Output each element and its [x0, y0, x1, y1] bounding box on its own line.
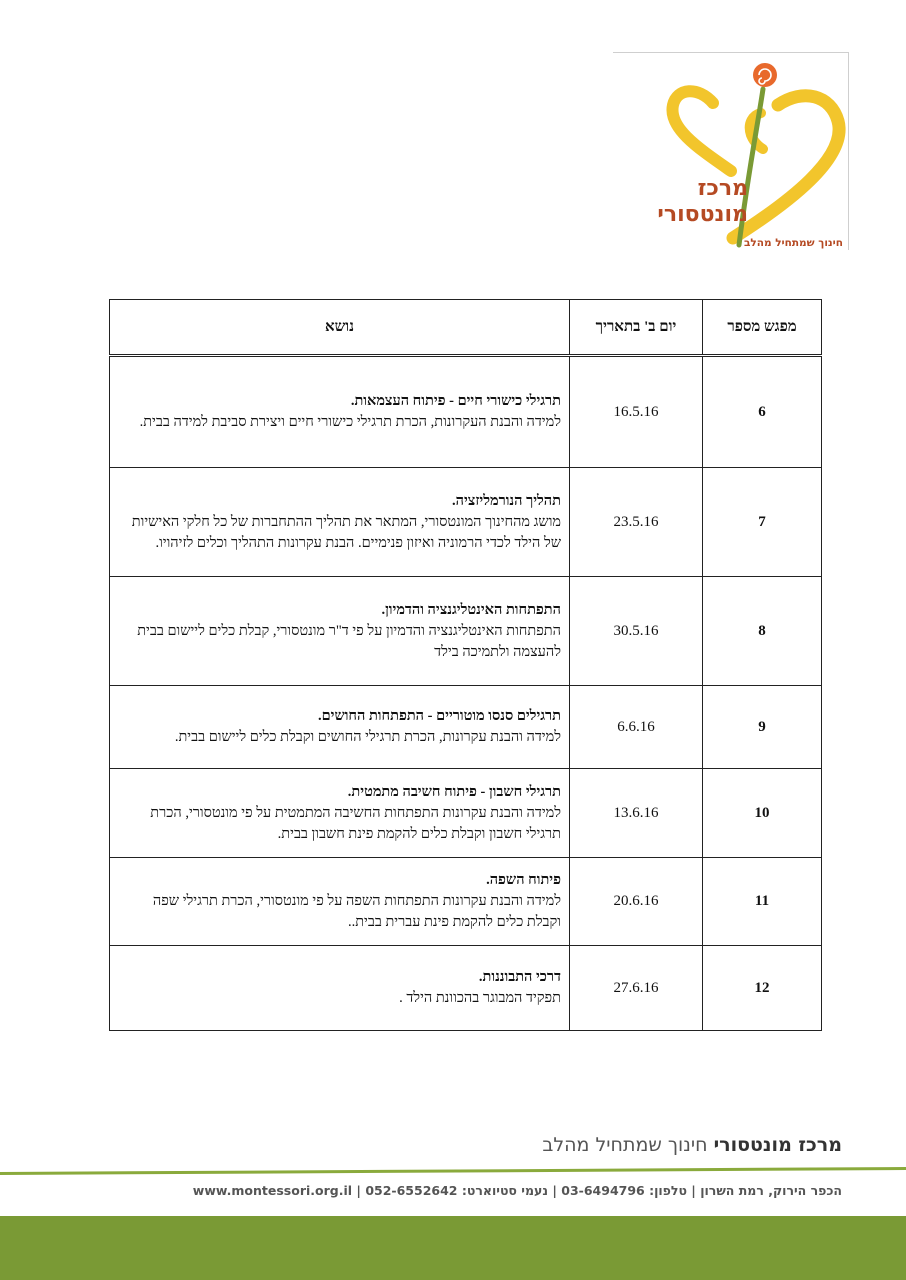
footer-contact: הכפר הירוק, רמת השרון | טלפון: 03-6494796 | נעמי סטיוארט: 052-6552642 | www.montessori.org.il — [192, 1183, 842, 1198]
topic-description: תפקיד המבוגר בהכוונת הילד . — [399, 990, 561, 1006]
meeting-date: 6.6.16 — [570, 686, 703, 769]
meeting-topic — [110, 769, 570, 858]
schedule-table — [109, 299, 822, 1031]
topic-description: למידה והבנת העקרונות, הכרת תרגילי כישורי חיים ויצירת סביבת למידה בבית. — [139, 414, 561, 430]
header-topic: נושא — [110, 300, 570, 356]
topic-title: תהליך הנורמליזציה. — [452, 492, 561, 509]
footer-brand: מרכז מונטסורי — [713, 1134, 842, 1156]
meeting-topic — [110, 946, 570, 1031]
meeting-topic — [110, 577, 570, 686]
logo — [613, 52, 849, 250]
topic-title: דרכי התבוננות. — [478, 969, 561, 985]
footer-tagline: חינוך שמתחיל מהלב — [542, 1134, 708, 1156]
topic-title: תרגילי חשבון - פיתוח חשיבה מתמטית. — [347, 783, 561, 800]
meeting-date: 20.6.16 — [570, 858, 703, 946]
logo-tagline: חינוך שמתחיל מהלב — [743, 237, 843, 249]
topic-description: מושג מהחינוך המונטסורי, המתאר את תהליך ההתחברות של כל חלקי האישיות של הילד לכדי הרמוניה ואיזון פנימיים. הבנת עקרונות התהליך וכלים לזיהויו. — [131, 513, 561, 551]
meeting-number: 8 — [703, 577, 822, 686]
meeting-number: 6 — [703, 356, 822, 468]
topic-description: למידה והבנת עקרונות התפתחות השפה על פי מונטסורי, הכרת תרגילי שפה וקבלת כלים להקמת פינת עברית בבית.. — [152, 893, 561, 930]
meeting-date: 27.6.16 — [570, 946, 703, 1031]
table-row — [110, 468, 822, 577]
meeting-number: 10 — [703, 769, 822, 858]
meeting-topic — [110, 858, 570, 946]
topic-title: התפתחות האינטליגנציה והדמיון. — [381, 601, 561, 618]
meeting-topic — [110, 356, 570, 468]
topic-title: תרגילים סנסו מוטוריים - התפתחות החושים. — [317, 708, 561, 724]
table-row — [110, 686, 822, 769]
header-meeting-number: מפגש מספר — [703, 300, 822, 356]
logo-title-line1: מרכז — [697, 176, 748, 201]
footer-title — [342, 1134, 842, 1156]
header-date: יום ב' בתאריך — [570, 300, 703, 356]
footer-band — [0, 1216, 906, 1280]
meeting-number: 7 — [703, 468, 822, 577]
meeting-date: 30.5.16 — [570, 577, 703, 686]
logo-title-line2: מונטסורי — [657, 202, 748, 227]
meeting-number: 12 — [703, 946, 822, 1031]
meeting-date: 16.5.16 — [570, 356, 703, 468]
table-row — [110, 356, 822, 468]
table-row — [110, 577, 822, 686]
table-row — [110, 769, 822, 858]
topic-description: התפתחות האינטליגנציה והדמיון על פי ד"ר מונטסורי, קבלת כלים ליישום בבית להעצמה ולתמיכה בילד — [137, 622, 561, 660]
topic-title: תרגילי כישורי חיים - פיתוח העצמאות. — [350, 393, 561, 409]
topic-description: למידה והבנת עקרונות התפתחות החשיבה המתמטית על פי מונטסורי, הכרת תרגילי חשבון וקבלת כלים להקמת פינת חשבון בבית. — [150, 804, 561, 842]
meeting-topic — [110, 686, 570, 769]
table-header-row — [110, 300, 822, 356]
topic-description: למידה והבנת עקרונות, הכרת תרגילי החושים וקבלת כלים ליישום בבית. — [174, 729, 561, 745]
meeting-number: 11 — [703, 858, 822, 946]
table-row — [110, 946, 822, 1031]
meeting-topic — [110, 468, 570, 577]
topic-title: פיתוח השפה. — [486, 872, 561, 888]
meeting-date: 13.6.16 — [570, 769, 703, 858]
table-row — [110, 858, 822, 946]
meeting-date: 23.5.16 — [570, 468, 703, 577]
meeting-number: 9 — [703, 686, 822, 769]
footer-divider — [0, 1165, 906, 1175]
